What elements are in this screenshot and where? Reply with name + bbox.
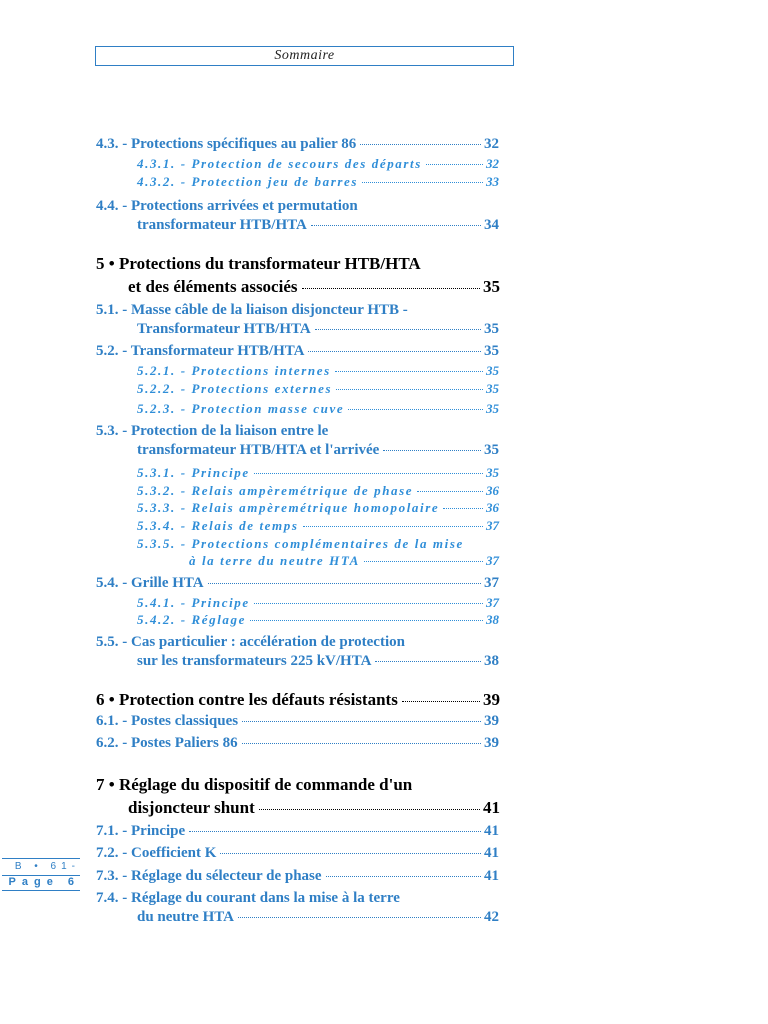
toc-entry-6-1[interactable]	[96, 713, 499, 730]
toc-page-number: 35	[484, 442, 499, 458]
toc-entry-5-5[interactable]	[137, 653, 499, 670]
toc-page-number: 38	[484, 653, 499, 669]
toc-entry-label: Transformateur HTB/HTA	[137, 321, 311, 337]
toc-entry-label: à la terre du neutre HTA	[189, 553, 360, 568]
dot-leader	[364, 561, 483, 562]
toc-page-number: 35	[486, 401, 499, 416]
toc-entry-label: 5.2.3. - Protection masse cuve	[137, 401, 345, 416]
dot-leader	[238, 917, 481, 918]
toc-entry-5-3-4[interactable]	[137, 518, 499, 534]
toc-page-number: 35	[484, 321, 499, 337]
toc-entry-label: 4.3.2. - Protection jeu de barres	[137, 174, 359, 189]
toc-entry-4-3-2[interactable]	[137, 174, 499, 190]
dot-leader	[417, 491, 483, 492]
toc-entry-5-3-1[interactable]	[137, 465, 499, 481]
toc-page-number: 41	[484, 868, 499, 884]
dot-leader	[308, 351, 481, 352]
toc-entry-7-4-line1[interactable]: 7.4. - Réglage du courant dans la mise à la terre	[96, 890, 400, 906]
dot-leader	[315, 329, 481, 330]
dot-leader	[336, 389, 483, 390]
toc-entry-5-3-line1[interactable]: 5.3. - Protection de la liaison entre le	[96, 423, 329, 439]
toc-entry-5-1[interactable]	[137, 321, 499, 338]
toc-entry-5-3[interactable]	[137, 442, 499, 459]
toc-entry-4-3-1[interactable]	[137, 156, 499, 172]
toc-entry-5-3-2[interactable]	[137, 483, 499, 499]
toc-page-number: 32	[486, 156, 499, 171]
section-5[interactable]	[128, 277, 500, 297]
toc-entry-label: 5.3.3. - Relais ampèremétrique homopolaire	[137, 500, 440, 515]
section-6[interactable]	[96, 690, 500, 710]
toc-entry-label: 7.3. - Réglage du sélecteur de phase	[96, 868, 322, 884]
dot-leader	[303, 526, 483, 527]
toc-page-number: 41	[483, 798, 500, 817]
toc-page-number: 39	[484, 713, 499, 729]
toc-entry-7-2[interactable]	[96, 845, 499, 862]
dot-leader	[189, 831, 481, 832]
toc-page-number: 39	[483, 690, 500, 709]
section-7[interactable]	[128, 798, 500, 818]
toc-page-number: 36	[486, 500, 499, 515]
toc-entry-label: 5.3.1. - Principe	[137, 465, 250, 480]
toc-page-number: 37	[484, 575, 499, 591]
toc-entry-7-4[interactable]	[137, 909, 499, 926]
toc-page-number: 35	[483, 277, 500, 296]
toc-page-number: 41	[484, 823, 499, 839]
toc-entry-label: 5.4.1. - Principe	[137, 595, 250, 610]
dot-leader	[335, 371, 483, 372]
dot-leader	[250, 620, 483, 621]
dot-leader	[254, 473, 483, 474]
toc-entry-label: 6 • Protection contre les défauts résistants	[96, 690, 398, 709]
dot-leader	[326, 876, 481, 877]
dot-leader	[383, 450, 481, 451]
toc-entry-label: 7.2. - Coefficient K	[96, 845, 217, 861]
toc-entry-label: sur les transformateurs 225 kV/HTA	[137, 653, 372, 669]
toc-entry-label: 5.3.4. - Relais de temps	[137, 518, 299, 533]
toc-entry-5-2-3[interactable]	[137, 401, 499, 417]
toc-entry-5-4[interactable]	[96, 575, 499, 592]
toc-entry-label: 5.2. - Transformateur HTB/HTA	[96, 343, 305, 359]
dot-leader	[348, 409, 483, 410]
toc-entry-5-4-2[interactable]	[137, 612, 499, 628]
dot-leader	[443, 508, 483, 509]
toc-entry-label: 5.4. - Grille HTA	[96, 575, 204, 591]
dot-leader	[242, 721, 481, 722]
toc-page-number: 42	[484, 909, 499, 925]
toc-entry-5-5-line1[interactable]: 5.5. - Cas particulier : accélération de protection	[96, 634, 405, 650]
toc-page-number: 35	[486, 363, 499, 378]
dot-leader	[302, 288, 481, 289]
toc-page-number: 34	[484, 217, 499, 233]
toc-entry-5-2-2[interactable]	[137, 381, 499, 397]
toc-entry-5-1-line1[interactable]: 5.1. - Masse câble de la liaison disjoncteur HTB -	[96, 302, 408, 318]
toc-entry-label: 6.2. - Postes Paliers 86	[96, 735, 238, 751]
page-title: Sommaire	[95, 46, 514, 66]
dot-leader	[242, 743, 481, 744]
toc-entry-label: 7.1. - Principe	[96, 823, 186, 839]
toc-page-number: 36	[486, 483, 499, 498]
dot-leader	[360, 144, 481, 145]
toc-entry-label: 5.3.2. - Relais ampèremétrique de phase	[137, 483, 414, 498]
toc-entry-label: 5.2.1. - Protections internes	[137, 363, 331, 378]
toc-entry-label: 4.3. - Protections spécifiques au palier 86	[96, 136, 357, 152]
page-number: Page 6	[2, 874, 80, 891]
toc-entry-6-2[interactable]	[96, 735, 499, 752]
toc-entry-4-4-line1[interactable]: 4.4. - Protections arrivées et permutation	[96, 198, 358, 214]
toc-entry-5-2[interactable]	[96, 343, 499, 360]
section-5-title-line1[interactable]: 5 • Protections du transformateur HTB/HTA	[96, 254, 421, 273]
toc-page-number: 37	[486, 518, 499, 533]
dot-leader	[362, 182, 483, 183]
dot-leader	[208, 583, 481, 584]
toc-page-number: 35	[486, 465, 499, 480]
toc-entry-7-1[interactable]	[96, 823, 499, 840]
toc-page-number: 35	[486, 381, 499, 396]
toc-entry-4-3[interactable]	[96, 136, 499, 153]
toc-entry-label: 4.3.1. - Protection de secours des départs	[137, 156, 422, 171]
toc-entry-label: du neutre HTA	[137, 909, 234, 925]
toc-entry-4-4[interactable]	[137, 217, 499, 234]
toc-entry-label: transformateur HTB/HTA	[137, 217, 307, 233]
toc-page-number: 37	[486, 595, 499, 610]
toc-entry-label: et des éléments associés	[128, 277, 298, 296]
toc-entry-5-4-1[interactable]	[137, 595, 499, 611]
toc-entry-5-2-1[interactable]	[137, 363, 499, 379]
toc-page-number: 37	[486, 553, 499, 568]
toc-page-number: 41	[484, 845, 499, 861]
dot-leader	[375, 661, 481, 662]
toc-entry-label: disjoncteur shunt	[128, 798, 255, 817]
dot-leader	[311, 225, 481, 226]
toc-entry-label: 5.4.2. - Réglage	[137, 612, 247, 627]
dot-leader	[402, 701, 480, 702]
dot-leader	[220, 853, 481, 854]
toc-entry-5-3-5-line1[interactable]: 5.3.5. - Protections complémentaires de la mise	[137, 536, 464, 551]
toc-entry-5-3-5[interactable]	[189, 553, 499, 569]
dot-leader	[259, 809, 480, 810]
document-code: B • 61-	[2, 858, 80, 876]
toc-page-number: 39	[484, 735, 499, 751]
toc-entry-5-3-3[interactable]	[137, 500, 499, 516]
toc-page-number: 35	[484, 343, 499, 359]
toc-page-number: 38	[486, 612, 499, 627]
dot-leader	[254, 603, 483, 604]
toc-page-number: 33	[486, 174, 499, 189]
toc-entry-label: transformateur HTB/HTA et l'arrivée	[137, 442, 380, 458]
toc-entry-label: 5.2.2. - Protections externes	[137, 381, 333, 396]
dot-leader	[426, 164, 483, 165]
section-7-title-line1[interactable]: 7 • Réglage du dispositif de commande d'un	[96, 775, 413, 794]
toc-page-number: 32	[484, 136, 499, 152]
toc-entry-label: 6.1. - Postes classiques	[96, 713, 239, 729]
toc-entry-7-3[interactable]	[96, 868, 499, 885]
